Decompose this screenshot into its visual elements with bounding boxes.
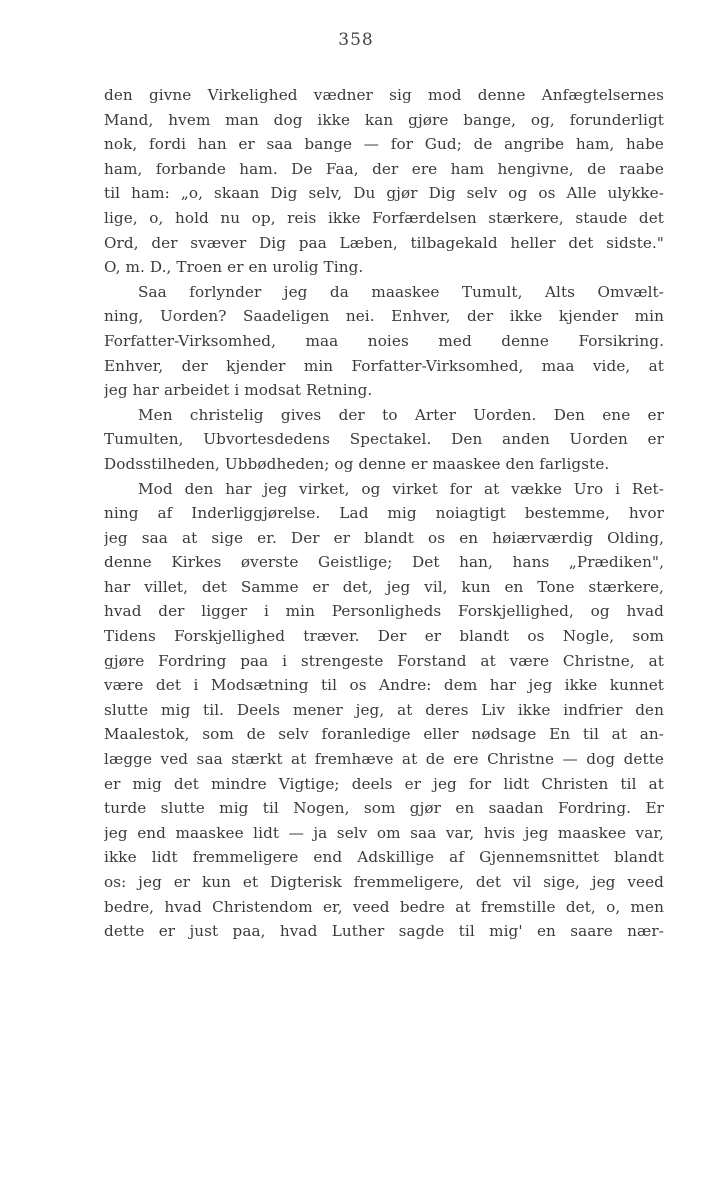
text-line: os: jeg er kun et Digterisk fremmeligere, det vil sige, jeg veed: [104, 873, 664, 891]
text-line: jeg har arbeidet i modsat Retning.: [104, 381, 373, 400]
text-line: ning, Uorden? Saadeligen nei. Enhver, der ikke kjender min: [104, 307, 664, 326]
text-line: lægge ved saa stærkt at fremhæve at de ere Christne — dog dette: [104, 750, 664, 769]
text-line: gjøre Fordring paa i strengeste Forstand at være Christne, at: [104, 651, 664, 670]
body-text: [104, 83, 664, 944]
text-line: Dodsstilheden, Ubbødheden; og denne er maaskee den farligste.: [104, 454, 610, 473]
text-line: Mod den har jeg virket, og virket for at vække Uro i Ret-: [138, 479, 664, 498]
text-line: er mig det mindre Vigtige; deels er jeg for lidt Christen til at: [104, 774, 664, 793]
text-line: ham, forbande ham. De Faa, der ere ham hengivne, de raabe: [104, 159, 664, 178]
text-line: O, m. D., Troen er en urolig Ting.: [104, 258, 364, 277]
text-line: Mand, hvem man dog ikke kan gjøre bange, og, forunderligt: [104, 110, 664, 129]
text-line: Tidens Forskjellighed træver. Der er blandt os Nogle, som: [104, 627, 664, 646]
text-line: ikke lidt fremmeligere end Adskillige af Gjennemsnittet blandt: [104, 848, 664, 867]
text-line: slutte mig til. Deels mener jeg, at deres Liv ikke indfrier den: [104, 700, 664, 719]
text-line: nok, fordi han er saa bange — for Gud; de angribe ham, habe: [104, 135, 664, 154]
text-line: Enhver, der kjender min Forfatter-Virksomhed, maa vide, at: [104, 356, 664, 375]
text-line: lige, o, hold nu op, reis ikke Forfærdelsen stærkere, staude det: [104, 208, 664, 227]
text-line: har villet, det Samme er det, jeg vil, kun en Tone stærkere,: [104, 577, 664, 596]
text-line: til ham: „o, skaan Dig selv, Du gjør Dig selv og os Alle ulykke-: [104, 184, 664, 203]
text-line: turde slutte mig til Nogen, som gjør en saadan Fordring. Er: [104, 799, 664, 818]
text-line: Tumulten, Ubvortesdedens Spectakel. Den anden Uorden er: [104, 430, 664, 449]
text-line: Maalestok, som de selv foranledige eller nødsage En til at an-: [104, 725, 664, 744]
text-line: jeg saa at sige er. Der er blandt os en høiærværdig Olding,: [104, 528, 664, 547]
text-line: dette er just paa, hvad Luther sagde til mig' en saare nær-: [104, 922, 664, 941]
text-line: ning af Inderliggjørelse. Lad mig noiagtigt bestemme, hvor: [104, 504, 664, 523]
text-line: Men christelig gives der to Arter Uorden. Den ene er: [138, 405, 664, 424]
page-number: 358: [338, 30, 374, 50]
text-line: hvad der ligger i min Personligheds Forskjellighed, og hvad: [104, 602, 664, 621]
text-line: den givne Virkelighed vædner sig mod denne Anfægtelsernes: [104, 86, 664, 104]
text-line: jeg end maaskee lidt — ja selv om saa var, hvis jeg maaskee var,: [104, 823, 664, 842]
text-line: denne Kirkes øverste Geistlige; Det han, hans „Prædiken",: [104, 553, 664, 572]
text-line: Ord, der svæver Dig paa Læben, tilbagekald heller det sidste.": [104, 233, 664, 252]
text-line: bedre, hvad Christendom er, veed bedre at fremstille det, o, men: [104, 897, 664, 916]
text-line: være det i Modsætning til os Andre: dem har jeg ikke kunnet: [104, 676, 664, 695]
text-line: Forfatter-Virksomhed, maa noies med denne Forsikring.: [104, 331, 664, 350]
text-line: Saa forlynder jeg da maaskee Tumult, Alts Omvælt-: [138, 282, 664, 301]
